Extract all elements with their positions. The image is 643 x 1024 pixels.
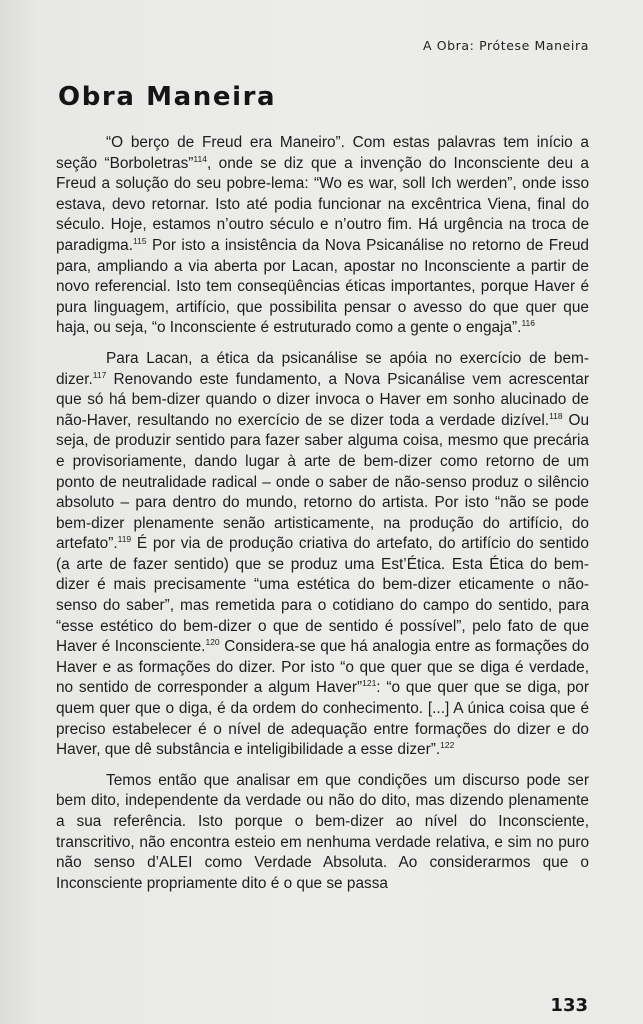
text-run: , onde se diz que a invenção do Inconsciente deu a Freud a solução do seu pobre-lema: “Wo es war, soll Ich werden”, onde isso estava, devo retornar. Isto até podia funcionar na excêntrica Viena, final do século. Hoje, estamos n’outro século e n’outro fim. Há urgência na troca de paradigma. <box>56 154 589 254</box>
body-text <box>56 133 589 894</box>
paragraph-2 <box>56 349 589 761</box>
footnote-ref-118: 118 <box>549 410 563 421</box>
text-run: Por isto a insistência da Nova Psicanálise no retorno de Freud para, ampliando a via aberta por Lacan, apostar no Inconsciente a partir de novo referencial. Isto tem conseqüências éticas importantes, porque Haver é pura linguagem, artifício, que possibilita pensar o avesso do que quer que haja, ou seja, “o Inconsciente é estruturado como a gente o engaja”. <box>56 236 589 337</box>
text-run: É por via de produção criativa do artefato, do artifício do sentido (a arte de fazer sentido) que se produz uma Est’Ética. Esta Ética do bem-dizer é mais precisamente “uma estética do bem-dizer eticamente o não-senso do saber”, mas remetida para o cotidiano do campo do sentido, para “esse estético do bem-dizer o que de sentido é possível”, pelo fato de que Haver é Inconsciente. <box>56 535 589 656</box>
text-run: Temos então que analisar em que condições um discurso pode ser bem dito, independente da verdade ou não do dito, mas dizendo plenamente a sua referência. Isto porque o bem-dizer ao nível do Inconsciente, transcritivo, não encontra esteio em nenhuma verdade relativa, e sim no puro não senso d’ALEI como Verdade Absoluta. Ao considerarmos que o Inconsciente propriamente dito é o que se passa <box>56 771 589 892</box>
page-number: 133 <box>550 995 588 1016</box>
footnote-ref-116: 116 <box>521 318 536 329</box>
footnote-ref-119: 119 <box>117 534 132 545</box>
running-header: A Obra: Prótese Maneira <box>422 38 589 53</box>
chapter-title: Obra Maneira <box>58 82 277 112</box>
paragraph-3 <box>56 771 589 895</box>
footnote-ref-120: 120 <box>205 637 220 648</box>
paragraph-1 <box>56 133 589 339</box>
text-run: Considera-se que há analogia entre as formações do Haver e as formações do dizer. Por isto “o que quer que se diga é verdade, no sentido de corresponder a algum Haver” <box>56 638 590 697</box>
text-run: : “o que quer que se diga, por quem quer que o diga, é da ordem do conhecimento. [...] A única coisa que é preciso estabelecer é o nível de adequação entre formações do dizer e do Haver, que dê substância e inteligibilidade a esse dizer”. <box>56 679 589 759</box>
text-run: Para Lacan, a ética da psicanálise se apóia no exercício de bem-dizer. <box>56 349 589 388</box>
footnote-ref-117: 117 <box>92 369 107 380</box>
footnote-ref-122: 122 <box>440 740 455 751</box>
text-run: Ou seja, de produzir sentido para fazer saber alguma coisa, mesmo que precária e provisoriamente, dando lugar à arte de bem-dizer como retorno de um ponto de neutralidade radical – onde o saber de não-senso produz o silêncio absoluto – para dentro do mundo, retorno do artista. Por isto “não se pode bem-dizer plenamente senão artisticamente, na produção do artifício, do artefato”. <box>56 411 589 553</box>
text-run: Renovando este fundamento, a Nova Psicanálise vem acrescentar que só há bem-dizer quando o dizer invoca o Haver em sonho alucinado de não-Haver, resultando no exercício de se dizer toda a verdade dizível. <box>56 370 589 429</box>
footnote-ref-114: 114 <box>193 153 207 164</box>
footnote-ref-121: 121 <box>362 678 377 689</box>
text-run: “O berço de Freud era Maneiro”. Com estas palavras tem início a seção “Borboletras” <box>56 134 589 172</box>
footnote-ref-115: 115 <box>133 235 147 246</box>
